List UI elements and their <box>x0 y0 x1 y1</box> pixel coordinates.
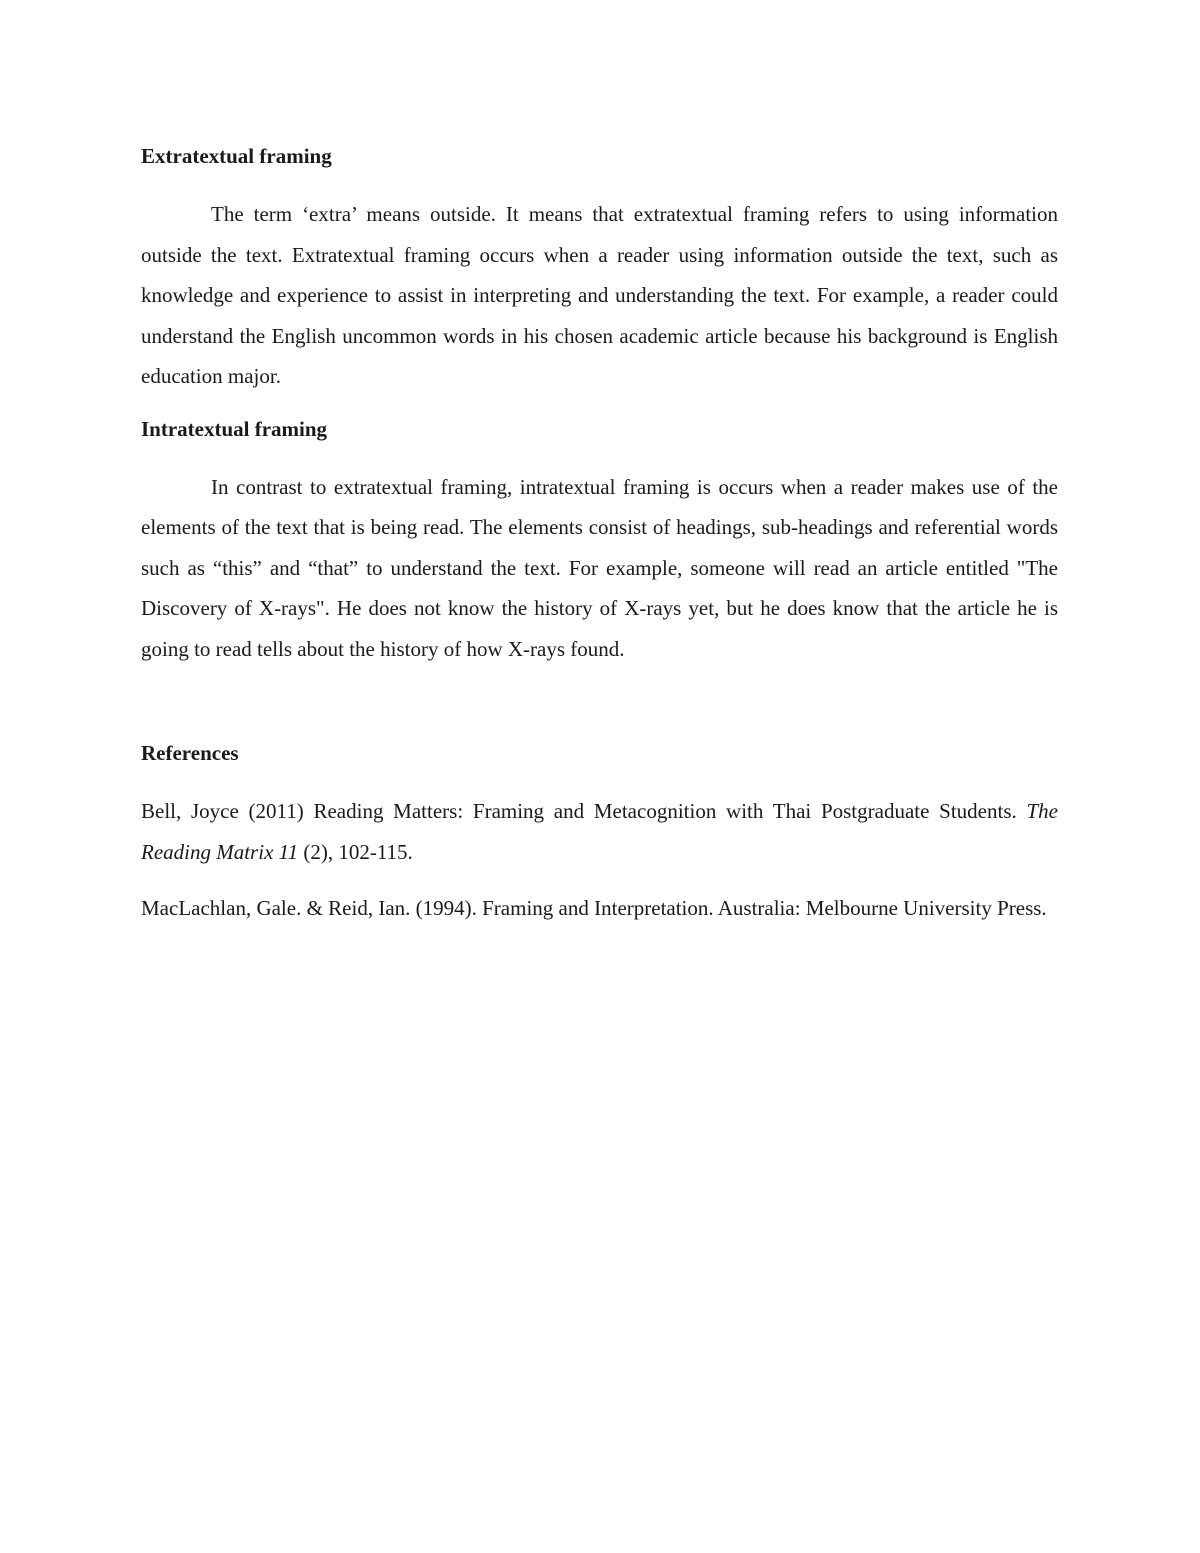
references-heading: References <box>141 741 239 765</box>
reference-item <box>141 888 1058 929</box>
reference-journal-title: The Reading Matrix 11 <box>141 799 1058 864</box>
section-heading-intratextual: Intratextual framing <box>141 416 328 441</box>
reference-item <box>141 791 1058 872</box>
section-heading-extratextual: Extratextual framing <box>141 144 332 168</box>
reference-text: Bell, Joyce (2011) Reading Matters: Framing and Metacognition with Thai Postgraduate Students. <box>141 799 1027 823</box>
reference-text-tail: (2), 102-115. <box>298 839 413 864</box>
section-paragraph-extratextual: The term ‘extra’ means outside. It means that extratextual framing refers to using information outside the text. Extratextual framing occurs when a reader using information outside the text, such as knowledge and experience to assist in interpreting and understanding the text. For example, a reader could understand the English uncommon words in his chosen academic article because his background is English education major. <box>141 202 1058 388</box>
document-page <box>141 138 1058 929</box>
reference-text: MacLachlan, Gale. & Reid, Ian. (1994). Framing and Interpretation. Australia: Melbourne University Press. <box>141 896 1047 920</box>
section-paragraph-intratextual: In contrast to extratextual framing, intratextual framing is occurs when a reader makes use of the elements of the text that is being read. The elements consist of headings, sub-headings and referential words such as “this” and “that” to understand the text. For example, someone will read an article entitled "The Discovery of X-rays". He does not know the history of X-rays yet, but he does know that the article he is going to read tells about the history of how X-rays found. <box>141 474 1058 661</box>
